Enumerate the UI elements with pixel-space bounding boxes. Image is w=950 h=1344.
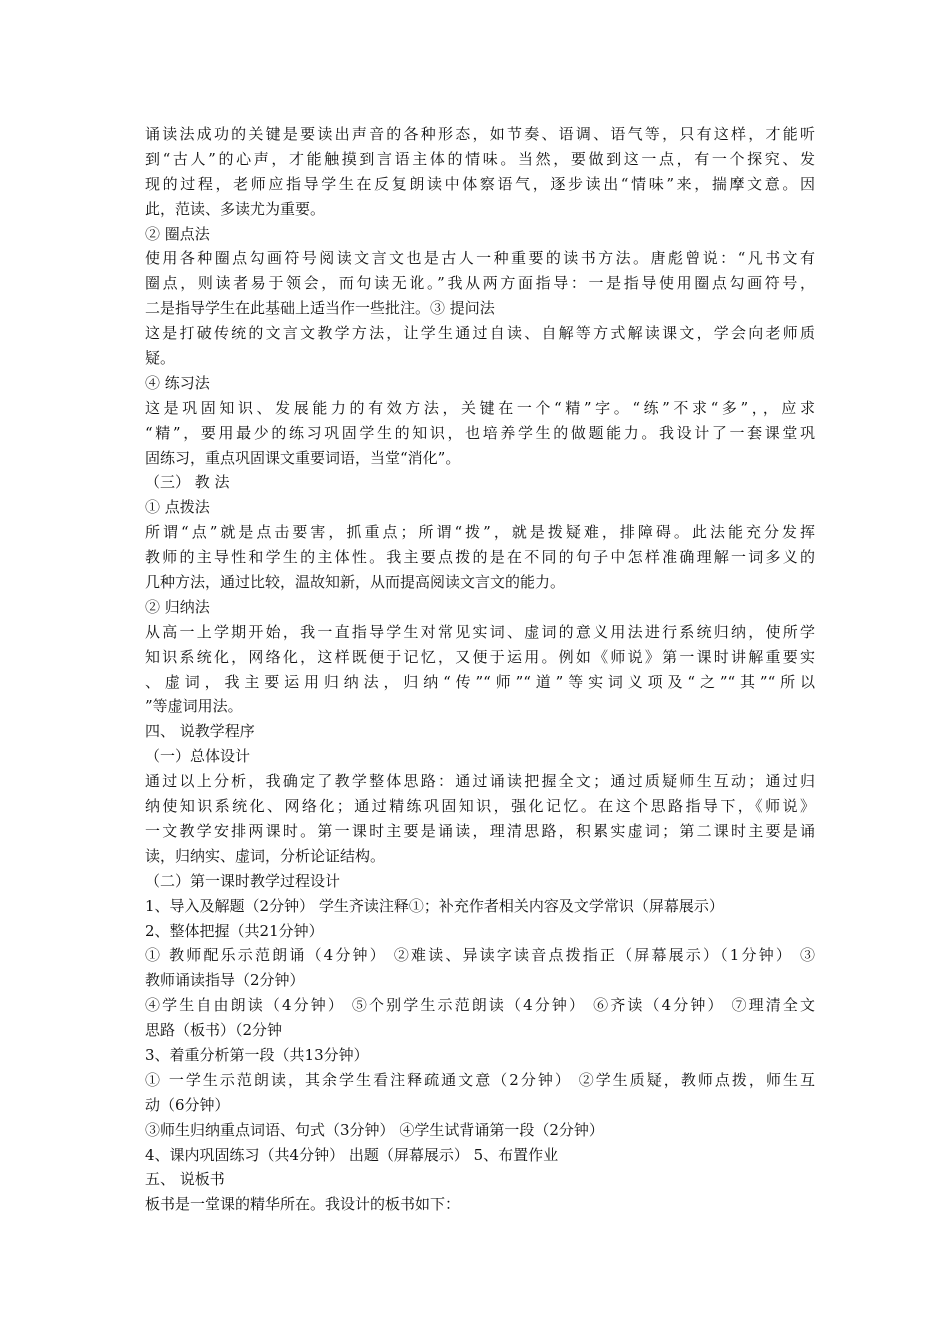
text-line: 教师的主导性和学生的主体性。我主要点拨的是在不同的句子中怎样准确理解一词多义的 [145,548,815,567]
text-line: 从高一上学期开始，我一直指导学生对常见实词、虚词的意义用法进行系统归纳，使所学 [145,622,815,641]
text-line: “精”，要用最少的练习巩固学生的知识，也培养学生的做题能力。我设计了一套课堂巩 [145,423,815,442]
text-line: 此，范读、多读尤为重要。 [145,199,326,218]
text-line: 4、课内巩固练习（共4分钟） 出题（屏幕展示） 5、布置作业 [145,1145,559,1164]
text-line: 教师诵读指导（2分钟） [145,971,305,990]
text-line: 使用各种圈点勾画符号阅读文言文也是古人一种重要的读书方法。唐彪曾说：“凡书文有 [145,249,815,268]
text-line: 这是打破传统的文言文教学方法，让学生通过自读、自解等方式解读课文，学会向老师质 [145,324,815,343]
text-line: ② 归纳法 [145,597,210,616]
text-line: 固练习，重点巩固课文重要词语，当堂“消化”。 [145,448,461,467]
text-line: 、虚词，我主要运用归纳法，归纳“传”“师”“道”等实词义项及“之”“其”“所以 [145,672,815,691]
text-line: 这是巩固知识、发展能力的有效方法，关键在一个“精”字。“练”不求“多”，，应求 [145,398,815,417]
text-line: （三） 教 法 [145,473,230,492]
text-line: 通过以上分析，我确定了教学整体思路：通过诵读把握全文；通过质疑师生互动；通过归 [145,772,815,791]
text-line: ① 一学生示范朗读，其余学生看注释疏通文意（2分钟） ②学生质疑，教师点拨，师生互 [145,1070,815,1089]
document-body [145,122,815,1217]
text-line: 诵读法成功的关键是要读出声音的各种形态，如节奏、语调、语气等，只有这样，才能听 [145,125,815,143]
text-line: 知识系统化，网络化，这样既便于记忆，又便于运用。例如《师说》第一课时讲解重要实 [145,647,815,666]
text-line: 五、 说板书 [145,1170,225,1189]
text-line: 二是指导学生在此基础上适当作一些批注。③ 提问法 [145,299,495,318]
text-line: 1、导入及解题（2分钟） 学生齐读注释①；补充作者相关内容及文学常识（屏幕展示） [145,896,724,915]
text-line: 动（6分钟） [145,1095,230,1114]
text-line: 现的过程，老师应指导学生在反复朗读中体察语气，逐步读出“情味”来，揣摩文意。因 [145,174,815,193]
text-line: 四、 说教学程序 [145,722,255,741]
text-line: ”等虚词用法。 [145,697,243,716]
text-line: ① 点拨法 [145,498,210,517]
text-line: 读，归纳实、虚词，分析论证结构。 [145,846,386,865]
text-line: ④ 练习法 [145,373,210,392]
text-line: 所谓“点”就是点击要害，抓重点；所谓“拨”，就是拨疑难，排障碍。此法能充分发挥 [145,523,815,542]
text-line: ③师生归纳重点词语、句式（3分钟） ④学生试背诵第一段（2分钟） [145,1120,604,1139]
text-line: 圈点，则读者易于领会，而句读无讹。”我从两方面指导：一是指导使用圈点勾画符号， [145,274,815,293]
text-line: 2、整体把握（共21分钟） [145,921,324,940]
text-line: 一文教学安排两课时。第一课时主要是诵读，理清思路，积累实虚词；第二课时主要是诵 [145,821,815,840]
text-line: ① 教师配乐示范朗诵（4分钟） ②难读、异读字读音点拨指正（屏幕展示）（1分钟） ③ [145,946,815,965]
text-line: 板书是一堂课的精华所在。我设计的板书如下： [145,1195,461,1214]
text-line: 3、着重分析第一段（共13分钟） [145,1045,369,1064]
text-line: ④学生自由朗读（4分钟） ⑤个别学生示范朗读（4分钟） ⑥齐读（4分钟） ⑦理清全文 [145,996,815,1015]
text-line: 思路（板书）（2分钟 [145,1021,283,1040]
text-line: 疑。 [145,349,176,368]
text-line: （一）总体设计 [145,747,251,766]
text-line: 几种方法，通过比较，温故知新，从而提高阅读文言文的能力。 [145,573,566,592]
text-line: ② 圈点法 [145,224,210,243]
text-line: （二）第一课时教学过程设计 [145,871,341,890]
text-line: 到“古人”的心声，才能触摸到言语主体的情味。当然，要做到这一点，有一个探究、发 [145,149,815,168]
text-line: 纳使知识系统化、网络化；通过精练巩固知识，强化记忆。在这个思路指导下，《师说》 [145,797,815,816]
